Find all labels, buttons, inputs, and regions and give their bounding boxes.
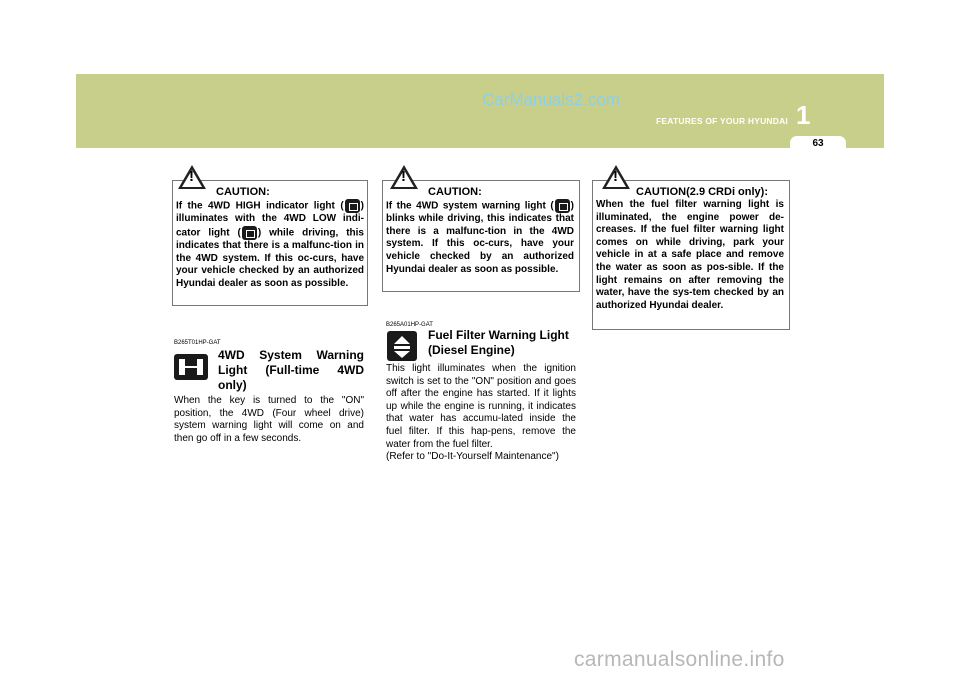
section-body-text: This light illuminates when the ignition switch is set to the "ON" position and goes off after the engine has started. If it lights up while the engine is running, it indicates that water has accumu-lated inside the fuel filter. If this hap-pens, remove the water from the fuel filter. (386, 363, 576, 450)
section-note: (Refer to "Do-It-Yourself Maintenance") (386, 451, 559, 463)
caution-text: If the 4WD HIGH indicator light ( (176, 200, 344, 212)
header-band (76, 74, 884, 148)
4wd-low-icon (242, 226, 257, 240)
section-body: When the key is turned to the "ON" position, the 4WD (Four wheel drive) system warning light will come on and then go off in a few seconds. (174, 395, 364, 444)
section-code: B265A01HP-GAT (386, 322, 433, 328)
caution-body (176, 199, 364, 290)
caution-title: CAUTION: (216, 186, 270, 198)
section-code: B265T01HP-GAT (174, 340, 221, 346)
section-title: 4WD System Warning Light (Full-time 4WD only) (218, 348, 364, 392)
caution-body (386, 199, 574, 276)
caution-title: CAUTION: (428, 186, 482, 198)
caution-triangle-icon: ! (602, 165, 630, 189)
4wd-high-icon (345, 199, 360, 213)
caution-triangle-icon: ! (178, 165, 206, 189)
caution-text: ) blinks while driving, this indicates that there is a malfunc-tion in the 4WD system. If this oc-curs, have your vehicle checked by an authorized Hyundai dealer as soon as possible. (386, 200, 574, 275)
section-title: Fuel Filter Warning Light (Diesel Engine) (428, 328, 569, 357)
watermark-bottom[interactable]: carmanualsonline.info (574, 648, 785, 671)
fuel-filter-glyph (387, 331, 417, 361)
4wd-warning-glyph (174, 354, 208, 380)
chapter-number: 1 (796, 100, 811, 130)
caution-title: CAUTION(2.9 CRDi only): (636, 186, 768, 198)
page-number: 63 (812, 138, 824, 149)
caution-text: If the 4WD system warning light ( (386, 200, 554, 212)
section-body (386, 363, 576, 464)
watermark-top[interactable]: CarManuals2.com (482, 90, 620, 109)
caution-text: ) illuminates with the 4WD LOW indi-cator light ( (176, 200, 364, 239)
caution-body: When the fuel filter warning light is illuminated, the engine power de-creases. If the fuel filter warning light comes on while driving, park your vehicle in at a safe place and remove the water as soon as pos-sible. If the light remains on after removing the water, have the sys-tem checked by an authorized Hyundai dealer. (596, 199, 784, 311)
4wd-warning-icon (174, 354, 208, 380)
fuel-filter-icon (387, 331, 417, 361)
caution-text: ) while driving, this indicates that there is a malfunc-tion in the 4WD system. If this oc-curs, have your vehicle checked by an authorized Hyundai dealer as soon as possible. (176, 227, 364, 289)
4wd-warning-icon (555, 199, 570, 213)
chapter-title: FEATURES OF YOUR HYUNDAI (656, 116, 788, 126)
caution-triangle-icon: ! (390, 165, 418, 189)
